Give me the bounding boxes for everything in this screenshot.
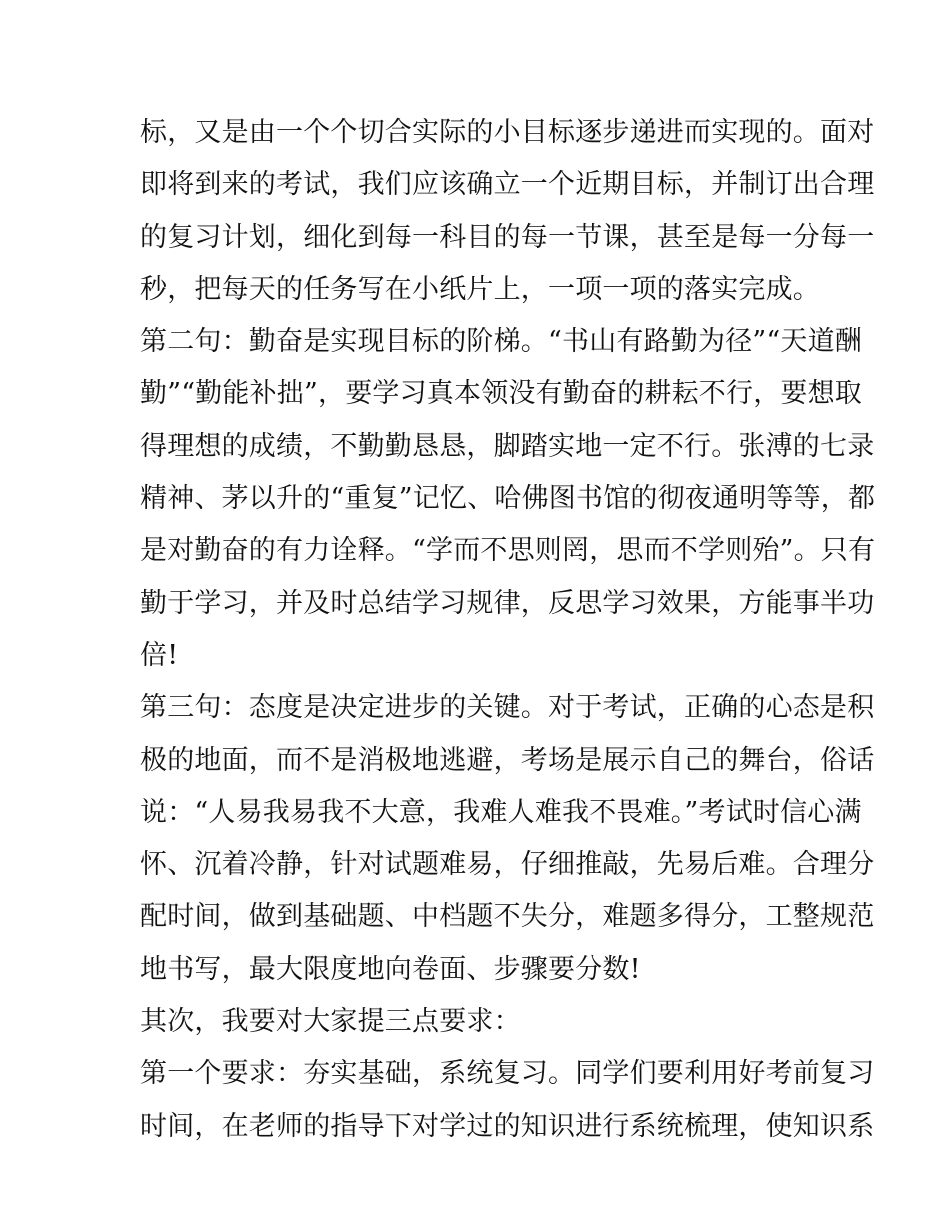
text-line: 精神、茅以升的“重复”记忆、哈佛图书馆的彻夜通明等等，都	[140, 483, 876, 515]
document-body	[140, 107, 876, 1153]
text-line: 勤于学习，并及时总结学习规律，反思学习效果，方能事半功	[140, 587, 875, 619]
text-line: 勤”“勤能补拙”，要学习真本领没有勤奋的耕耘不行，要想取	[140, 378, 863, 410]
text-line: 时间，在老师的指导下对学过的知识进行系统梳理，使知识系	[140, 1110, 875, 1142]
text-line: 即将到来的考试，我们应该确立一个近期目标，并制订出合理	[140, 169, 875, 201]
text-line: 得理想的成绩，不勤勤恳恳，脚踏实地一定不行。张溥的七录	[140, 430, 875, 462]
text-line: 倍!	[140, 639, 179, 671]
text-line: 秒，把每天的任务写在小纸片上，一项一项的落实完成。	[140, 273, 820, 305]
text-line: 是对勤奋的有力诠释。“学而不思则罔，思而不学则殆”。只有	[140, 535, 876, 567]
text-line: 其次，我要对大家提三点要求：	[140, 1006, 521, 1038]
text-line: 极的地面，而不是消极地逃避，考场是展示自己的舞台，俗话	[140, 744, 875, 776]
text-line: 的复习计划，细化到每一科目的每一节课，甚至是每一分每一	[140, 221, 875, 253]
text-line: 怀、沉着冷静，针对试题难易，仔细推敲，先易后难。合理分	[140, 849, 875, 881]
text-line: 说：“人易我易我不大意，我难人难我不畏难。”考试时信心满	[140, 796, 862, 828]
text-line: 标，又是由一个个切合实际的小目标逐步递进而实现的。面对	[140, 117, 875, 148]
text-line: 第一个要求：夯实基础，系统复习。同学们要利用好考前复习	[140, 1058, 875, 1090]
text-line: 配时间，做到基础题、中档题不失分，难题多得分，工整规范	[140, 901, 875, 933]
text-line: 第三句：态度是决定进步的关键。对于考试，正确的心态是积	[140, 692, 875, 724]
text-line: 第二句：勤奋是实现目标的阶梯。“书山有路勤为径”“天道酬	[140, 326, 863, 358]
text-line: 地书写，最大限度地向卷面、步骤要分数!	[140, 953, 641, 985]
